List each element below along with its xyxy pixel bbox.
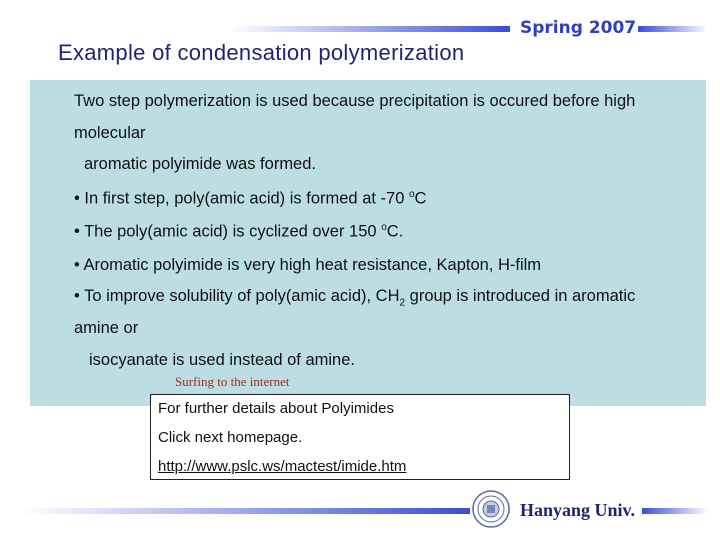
intro-line-2: molecular — [74, 124, 146, 142]
degree-superscript: o — [408, 189, 415, 200]
bullet-first-step-unit: C — [414, 189, 427, 208]
bullet-heat-resistance: • Aromatic polyimide is very high heat resistance, Kapton, H-film — [74, 256, 542, 274]
bullet-cyclized — [74, 222, 403, 242]
bullet-solubility — [74, 287, 635, 308]
university-name: Hanyang Univ. — [520, 500, 636, 520]
header-gradient-bar-right — [638, 26, 708, 32]
bullet-cyclized-text: • The poly(amic acid) is cyclized over 150 — [74, 222, 382, 241]
subscript-2: 2 — [399, 297, 406, 309]
intro-line-3: aromatic polyimide was formed. — [84, 155, 316, 173]
external-link-url[interactable]: http://www.pslc.ws/mactest/imide.htm — [158, 458, 407, 475]
bullet-first-step-text: • In first step, poly(amic acid) is formed at -70 — [74, 189, 409, 208]
slide-title: Example of condensation polymerization — [58, 40, 465, 65]
bullet-first-step — [74, 189, 426, 209]
surfing-label: Surfing to the internet — [175, 374, 290, 389]
link-box-line-2: Click next homepage. — [158, 429, 303, 446]
bullet-solubility-line-3: isocyanate is used instead of amine. — [89, 351, 355, 369]
footer-gradient-bar-right — [642, 508, 708, 514]
university-seal-icon — [472, 490, 510, 528]
header-gradient-bar — [230, 26, 510, 32]
degree-superscript: o — [381, 222, 387, 233]
bullet-solubility-after: group is introduced in aromatic — [405, 287, 636, 305]
intro-line-1: Two step polymerization is used because precipitation is occured before high — [74, 92, 636, 110]
external-link[interactable] — [158, 458, 406, 475]
semester-label: Spring 2007 — [520, 18, 637, 38]
footer-gradient-bar — [20, 508, 470, 514]
link-box-line-1: For further details about Polyimides — [158, 400, 394, 417]
bullet-solubility-line-2: amine or — [74, 319, 139, 337]
bullet-solubility-before: • To improve solubility of poly(amic acid), CH — [74, 287, 400, 305]
bullet-cyclized-unit: C. — [386, 222, 404, 241]
